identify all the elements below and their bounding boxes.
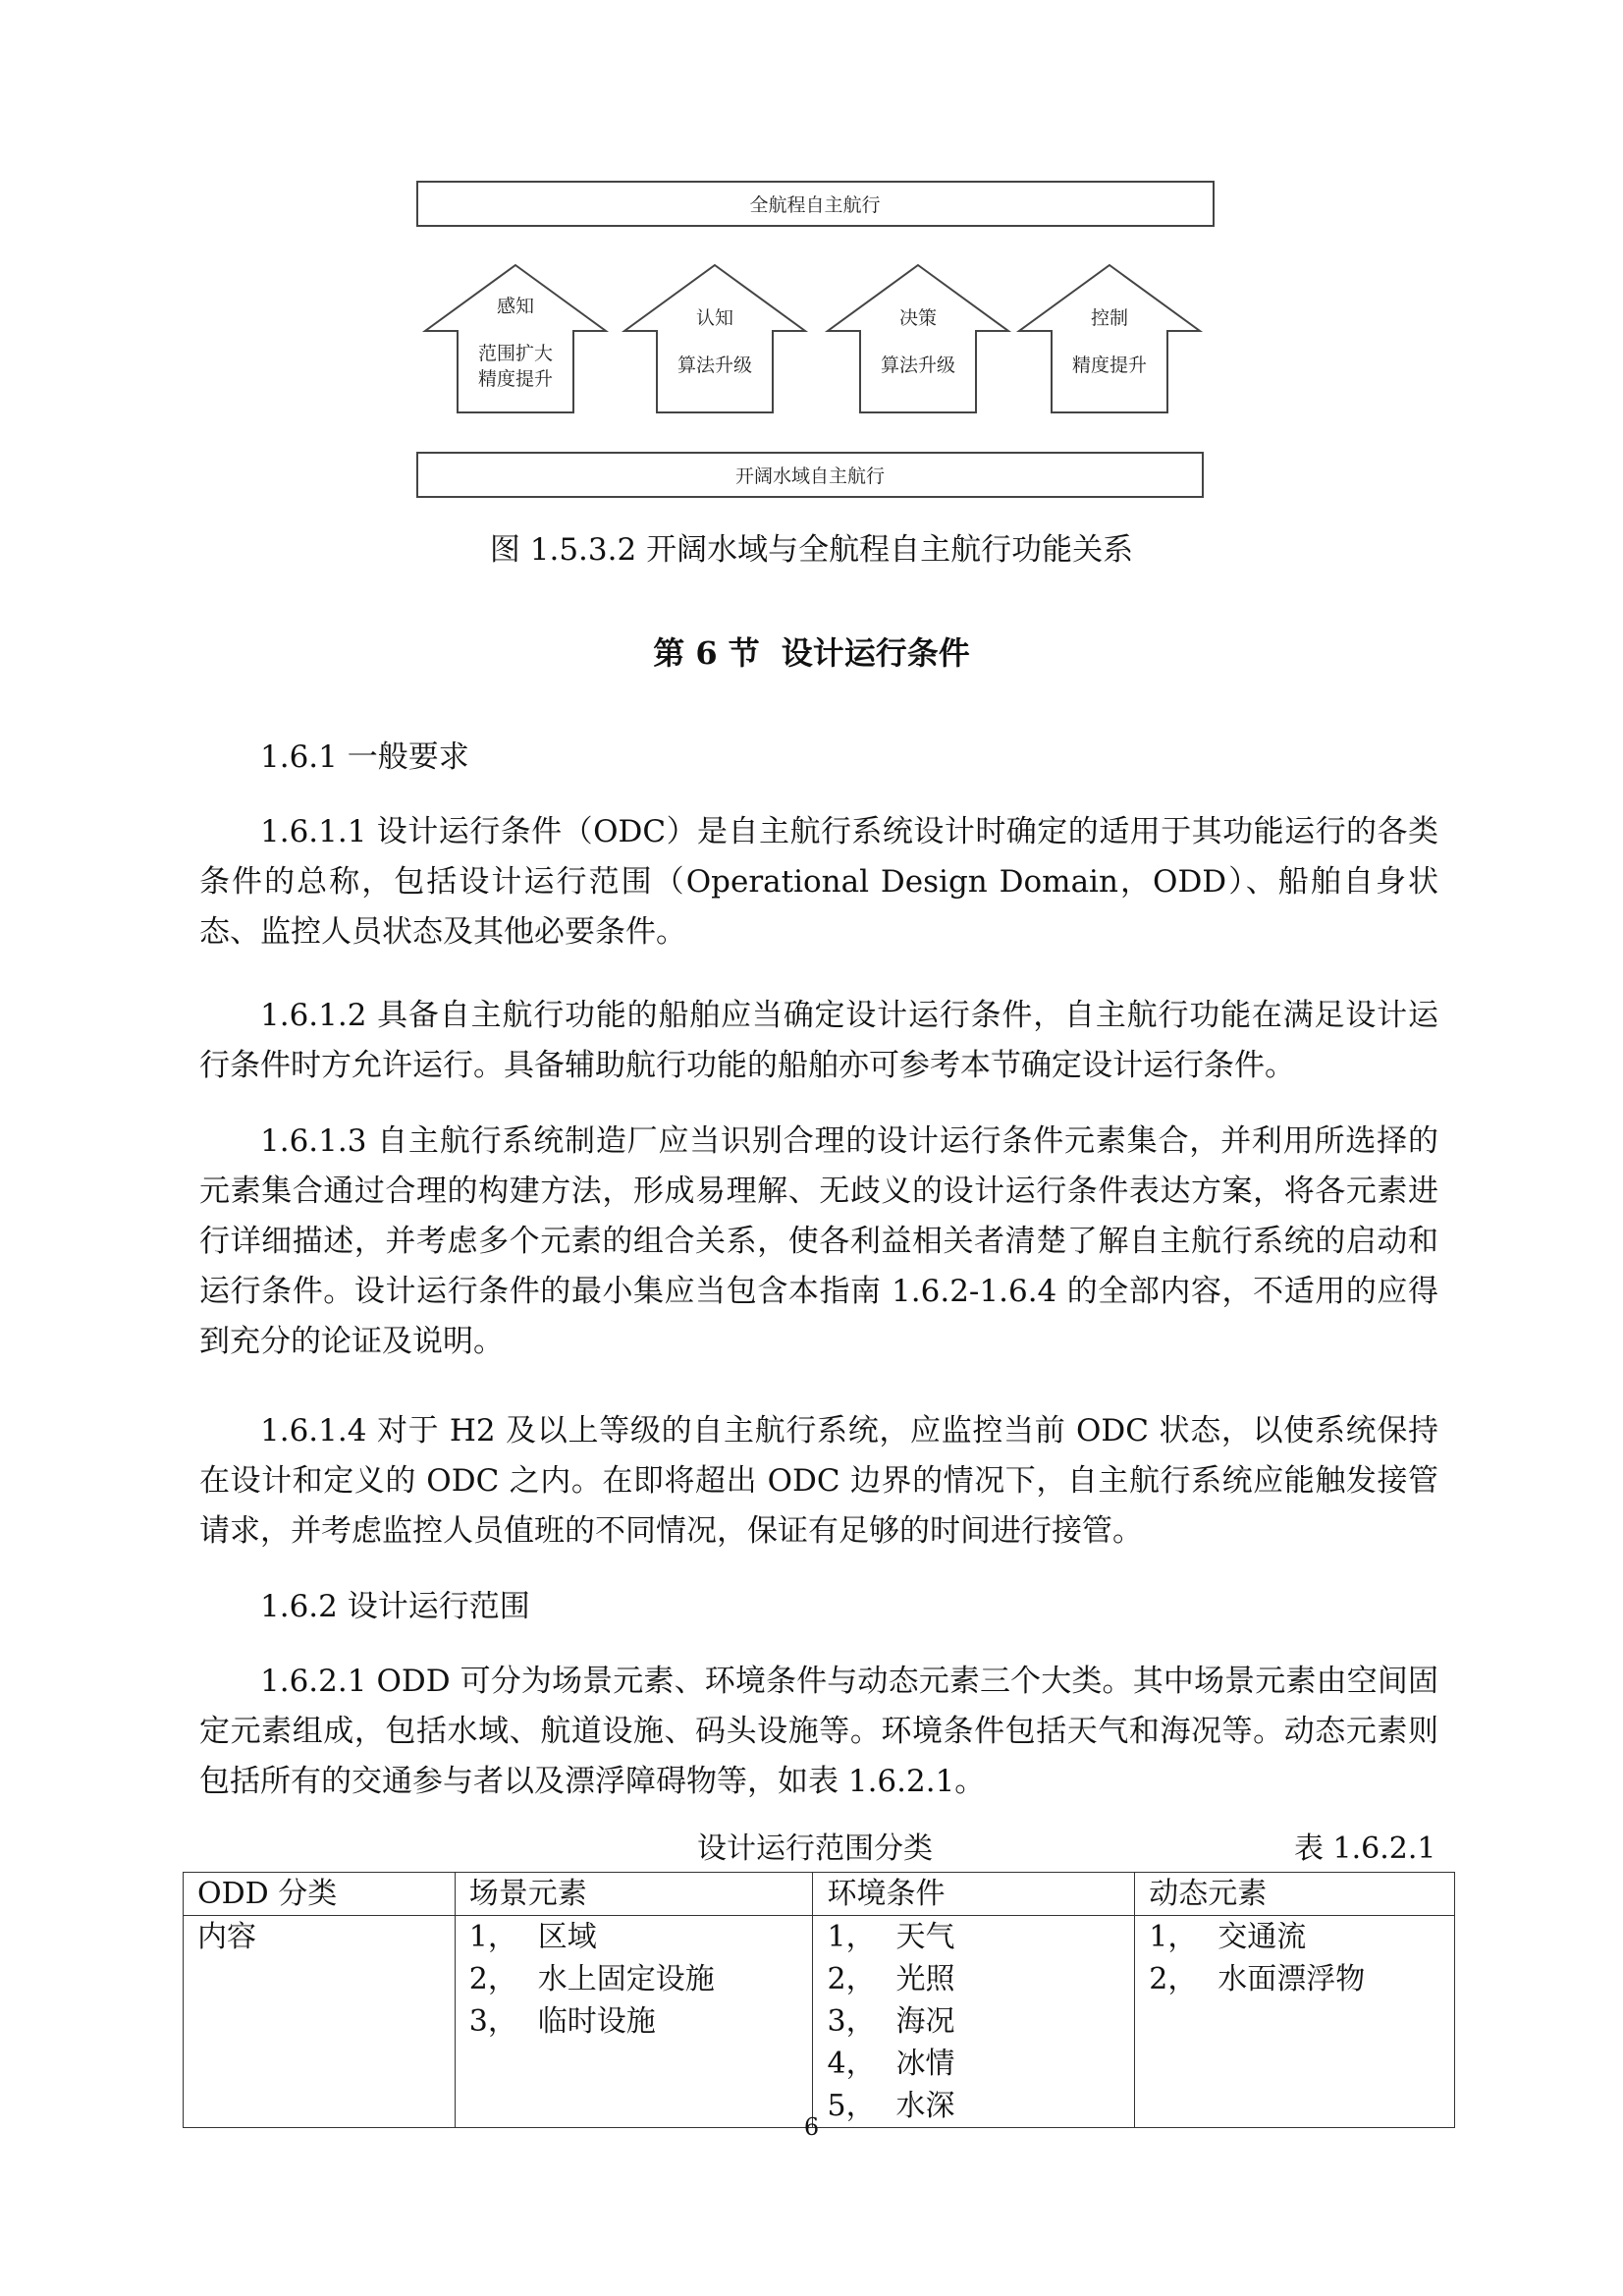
header-odd-category: ODD 分类 bbox=[184, 1873, 456, 1916]
list-item: 5， 水深 bbox=[827, 2089, 955, 2123]
row-label: 内容 bbox=[184, 1916, 456, 2128]
arrow-perception-line-1: 范围扩大 bbox=[477, 343, 554, 364]
paragraph-1-6-1-1: 1.6.1.1 设计运行条件（ODC）是自主航行系统设计时确定的适用于其功能运行的各类条件的总称，包括设计运行范围（Operational Design Domain，ODD）、船舶自身状态、监控人员状态及其他必要条件。 bbox=[199, 814, 1438, 950]
header-scene-elements: 场景元素 bbox=[455, 1873, 813, 1916]
arrow-perception bbox=[425, 265, 606, 412]
scene-elements-cell bbox=[455, 1916, 813, 2128]
list-item: 2， 水上固定设施 bbox=[468, 1962, 715, 1996]
arrow-cognition bbox=[624, 265, 805, 412]
arrow-decision-line-1: 算法升级 bbox=[880, 355, 956, 376]
dynamic-elements-cell bbox=[1135, 1916, 1455, 2128]
arrow-decision-title: 决策 bbox=[898, 307, 938, 329]
arrow-control-line-1: 精度提升 bbox=[1071, 355, 1148, 376]
environment-conditions-cell bbox=[813, 1916, 1135, 2128]
table-header-row bbox=[184, 1873, 1455, 1916]
list-item: 2， 光照 bbox=[827, 1962, 955, 1996]
paragraph-1-6-1-2: 1.6.1.2 具备自主航行功能的船舶应当确定设计运行条件，自主航行功能在满足设计运行条件时方允许运行。具备辅助航行功能的船舶亦可参考本节确定设计运行条件。 bbox=[199, 998, 1438, 1083]
arrow-perception-title: 感知 bbox=[496, 296, 535, 317]
arrow-decision bbox=[828, 265, 1008, 412]
heading-1-6-1: 1.6.1 一般要求 bbox=[260, 739, 469, 775]
figure-caption: 图 1.5.3.2 开阔水域与全航程自主航行功能关系 bbox=[489, 532, 1134, 568]
paragraph-1-6-1-3: 1.6.1.3 自主航行系统制造厂应当识别合理的设计运行条件元素集合，并利用所选择的元素集合通过合理的构建方法，形成易理解、无歧义的设计运行条件表达方案，将各元素进行详细描述，并考虑多个元素的组合关系，使各利益相关者清楚了解自主航行系统的启动和运行条件。设计运行条件的最小集应当包含本指南 1.6.2-1.6.4 的全部内容，不适用的应得到充分的论证及说明。 bbox=[199, 1123, 1438, 1359]
list-item: 3， 临时设施 bbox=[468, 2004, 656, 2039]
list-item: 3， 海况 bbox=[827, 2004, 955, 2039]
arrow-perception-line-2: 精度提升 bbox=[477, 368, 554, 390]
arrow-control bbox=[1019, 265, 1200, 412]
heading-1-6-2: 1.6.2 设计运行范围 bbox=[260, 1589, 530, 1624]
paragraph-1-6-1-4: 1.6.1.4 对于 H2 及以上等级的自主航行系统，应监控当前 ODC 状态，以使系统保持在设计和定义的 ODC 之内。在即将超出 ODC 边界的情况下，自主航行系统应能触发接管请求，并考虑监控人员值班的不同情况，保证有足够的时间进行接管。 bbox=[199, 1413, 1438, 1549]
bottom-bar-label: 开阔水域自主航行 bbox=[734, 465, 886, 487]
function-relationship-diagram bbox=[0, 0, 1623, 530]
top-bar-label: 全航程自主航行 bbox=[749, 194, 881, 216]
section-title bbox=[0, 631, 1623, 675]
paragraph-1-6-2-1: 1.6.2.1 ODD 可分为场景元素、环境条件与动态元素三个大类。其中场景元素由空间固定元素组成，包括水域、航道设施、码头设施等。环境条件包括天气和海况等。动态元素则包括所有的交通参与者以及漂浮障碍物等，如表 1.6.2.1。 bbox=[199, 1664, 1438, 1799]
header-environment-conditions: 环境条件 bbox=[813, 1873, 1135, 1916]
list-item: 1， 交通流 bbox=[1149, 1920, 1307, 1954]
table-title: 设计运行范围分类 bbox=[697, 1831, 933, 1866]
table-number: 表 1.6.2.1 bbox=[1294, 1831, 1436, 1866]
page-number: 6 bbox=[803, 2113, 820, 2141]
list-item: 4， 冰情 bbox=[827, 2047, 955, 2081]
list-item: 1， 天气 bbox=[827, 1920, 955, 1954]
odd-classification-table bbox=[183, 1872, 1455, 2128]
arrow-control-title: 控制 bbox=[1090, 307, 1129, 329]
list-item: 1， 区域 bbox=[468, 1920, 597, 1954]
arrow-cognition-title: 认知 bbox=[695, 307, 734, 329]
list-item: 2， 水面漂浮物 bbox=[1149, 1962, 1366, 1996]
section-number: 第 6 节 bbox=[653, 634, 760, 672]
table-row bbox=[184, 1916, 1455, 2128]
section-name: 设计运行条件 bbox=[781, 634, 970, 672]
arrow-cognition-line-1: 算法升级 bbox=[676, 355, 753, 376]
header-dynamic-elements: 动态元素 bbox=[1135, 1873, 1455, 1916]
